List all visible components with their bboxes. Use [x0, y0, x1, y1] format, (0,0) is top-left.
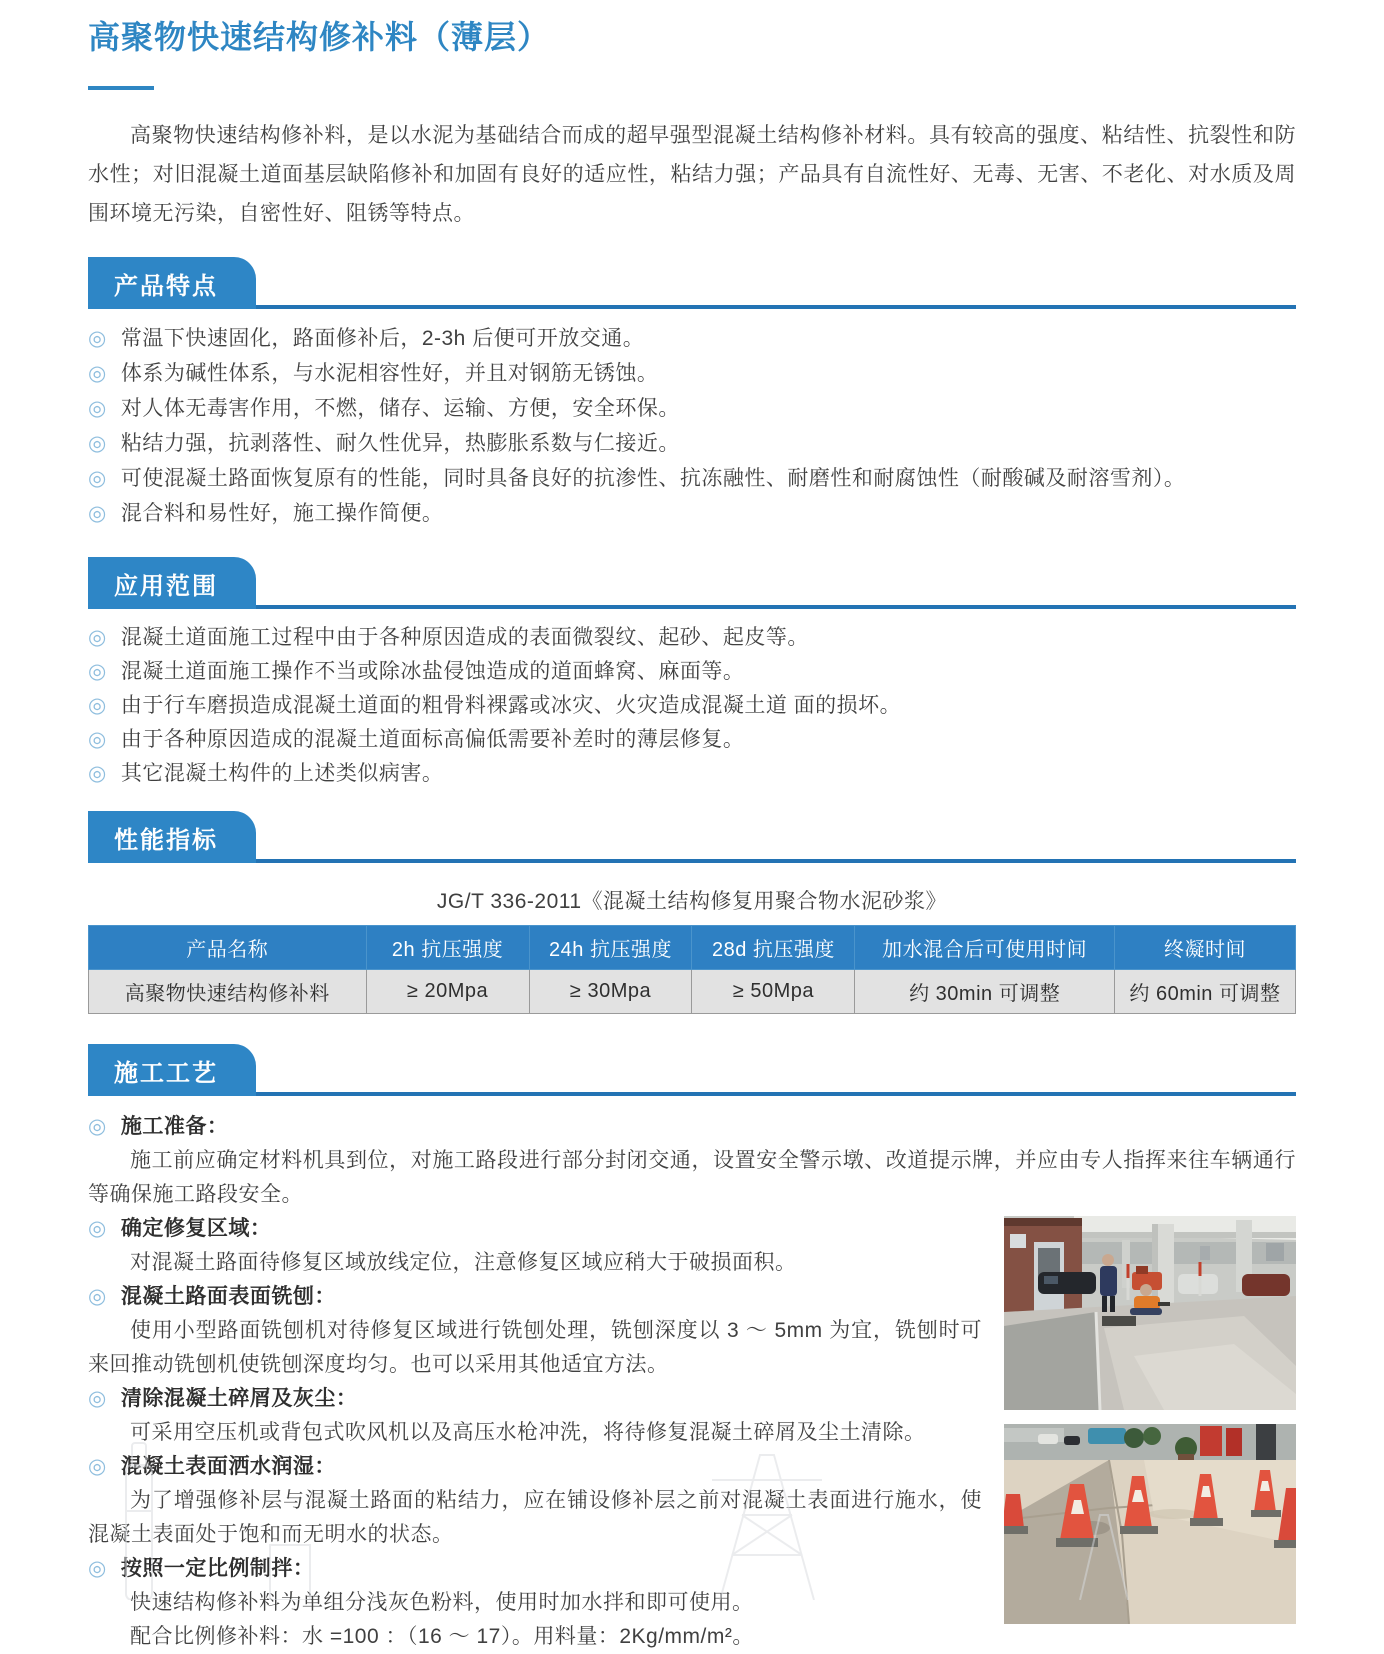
table-cell: 高聚物快速结构修补料 [89, 970, 367, 1014]
double-circle-bullet-icon: ◎ [88, 432, 107, 455]
double-circle-bullet-icon: ◎ [88, 362, 107, 385]
application-text: 混凝土道面施工过程中由于各种原因造成的表面微裂纹、起砂、起皮等。 [120, 626, 809, 649]
step-paragraph: 对混凝土路面待修复区域放线定位，注意修复区域应稍大于破损面积。 [130, 1251, 797, 1274]
feature-item [88, 321, 1296, 356]
application-text: 其它混凝土构件的上述类似病害。 [120, 762, 444, 785]
table-header-cell: 终凝时间 [1114, 926, 1295, 970]
section-tab-performance: 性能指标 [88, 811, 256, 863]
step-label-text: 确定修复区域： [120, 1217, 272, 1240]
feature-text: 对人体无毒害作用，不燃，储存、运输、方便，安全环保。 [120, 397, 680, 420]
double-circle-bullet-icon: ◎ [88, 467, 107, 490]
table-header-row [89, 926, 1296, 970]
features-list [88, 321, 1296, 531]
feature-item [88, 461, 1296, 496]
step-paragraph: 施工前应确定材料机具到位，对施工路段进行部分封闭交通，设置安全警示墩、改道提示牌，并应由专人指挥来往车辆通行等确保施工路段安全。 [88, 1149, 1296, 1206]
feature-text: 可使混凝土路面恢复原有的性能，同时具备良好的抗渗性、抗冻融性、耐磨性和耐腐蚀性（耐酸碱及耐溶雪剂）。 [120, 467, 1186, 490]
feature-text: 混合料和易性好，施工操作简便。 [120, 502, 444, 525]
feature-text: 体系为碱性体系，与水泥相容性好，并且对钢筋无锈蚀。 [120, 362, 659, 385]
step-paragraph: 为了增强修补层与混凝土路面的粘结力，应在铺设修补层之前对混凝土表面进行施水，使混凝土表面处于饱和而无明水的状态。 [88, 1489, 982, 1546]
step-label-text: 清除混凝土碎屑及灰尘： [120, 1387, 358, 1410]
table-row [89, 970, 1296, 1014]
step-label-text: 按照一定比例制拌： [120, 1557, 315, 1580]
double-circle-bullet-icon: ◎ [88, 626, 107, 649]
title-underline [88, 86, 154, 90]
performance-table [88, 925, 1296, 1014]
intro-paragraph: 高聚物快速结构修补料，是以水泥为基础结合而成的超早强型混凝土结构修补材料。具有较高的强度、粘结性、抗裂性和防水性；对旧混凝土道面基层缺陷修补和加固有良好的适应性，粘结力强；产品具有自流性好、无毒、无害、不老化、对水质及周围环境无污染，自密性好、阻锈等特点。 [88, 124, 1296, 225]
table-header-cell: 24h 抗压强度 [529, 926, 692, 970]
step-label-text: 施工准备： [120, 1115, 229, 1138]
step-label-text: 混凝土路面表面铣刨： [120, 1285, 336, 1308]
feature-item [88, 426, 1296, 461]
feature-item [88, 356, 1296, 391]
section-tab-features: 产品特点 [88, 257, 256, 309]
double-circle-bullet-icon: ◎ [88, 728, 107, 751]
step-paragraph: 配合比例修补料：水 =100 ：（16 ～ 17）。用料量：2Kg/mm/m²。 [130, 1625, 754, 1648]
application-item [88, 723, 1296, 757]
section-head-features [88, 257, 1296, 309]
application-item [88, 655, 1296, 689]
section-tab-process: 施工工艺 [88, 1044, 256, 1096]
section-head-applications [88, 557, 1296, 609]
application-text: 由于各种原因造成的混凝土道面标高偏低需要补差时的薄层修复。 [120, 728, 745, 751]
process-content [88, 1110, 1296, 1654]
section-head-performance [88, 811, 1296, 863]
application-item [88, 621, 1296, 655]
document-page [88, 18, 1296, 1654]
table-cell: ≥ 50Mpa [692, 970, 855, 1014]
process-step [88, 1110, 1296, 1212]
section-head-process [88, 1044, 1296, 1096]
table-header-cell: 产品名称 [89, 926, 367, 970]
double-circle-bullet-icon: ◎ [88, 762, 107, 785]
page-title: 高聚物快速结构修补料（薄层） [88, 19, 551, 55]
double-circle-bullet-icon: ◎ [88, 397, 107, 420]
table-cell: 约 30min 可调整 [855, 970, 1115, 1014]
double-circle-bullet-icon: ◎ [88, 327, 107, 350]
applications-list [88, 621, 1296, 791]
step-paragraph: 使用小型路面铣刨机对待修复区域进行铣刨处理，铣刨深度以 3 ～ 5mm 为宜，铣刨时可来回推动铣刨机使铣刨深度均匀。也可以采用其他适宜方法。 [88, 1319, 982, 1376]
table-cell: ≥ 20Mpa [366, 970, 529, 1014]
performance-table-caption: JG/T 336-2011《混凝土结构修复用聚合物水泥砂浆》 [436, 890, 948, 913]
table-header-cell: 加水混合后可使用时间 [855, 926, 1115, 970]
feature-text: 粘结力强，抗剥落性、耐久性优异，热膨胀系数与仁接近。 [120, 432, 680, 455]
feature-text: 常温下快速固化，路面修补后，2-3h 后便可开放交通。 [120, 327, 645, 350]
feature-item [88, 496, 1296, 531]
double-circle-bullet-icon: ◎ [88, 1285, 107, 1308]
double-circle-bullet-icon: ◎ [88, 660, 107, 683]
double-circle-bullet-icon: ◎ [88, 1387, 107, 1410]
step-label-text: 混凝土表面洒水润湿： [120, 1455, 336, 1478]
table-header-cell: 28d 抗压强度 [692, 926, 855, 970]
double-circle-bullet-icon: ◎ [88, 1557, 107, 1580]
application-text: 由于行车磨损造成混凝土道面的粗骨料裸露或冰灾、火灾造成混凝土道 面的损坏。 [120, 694, 902, 717]
table-cell: ≥ 30Mpa [529, 970, 692, 1014]
application-item [88, 689, 1296, 723]
process-photos [1004, 1216, 1296, 1638]
step-paragraph: 快速结构修补料为单组分浅灰色粉料，使用时加水拌和即可使用。 [130, 1591, 754, 1614]
double-circle-bullet-icon: ◎ [88, 1217, 107, 1240]
traffic-cones-repaired-pavement-photo [1004, 1424, 1296, 1624]
double-circle-bullet-icon: ◎ [88, 694, 107, 717]
feature-item [88, 391, 1296, 426]
step-paragraph: 可采用空压机或背包式吹风机以及高压水枪冲洗，将待修复混凝土碎屑及尘土清除。 [130, 1421, 926, 1444]
table-header-cell: 2h 抗压强度 [366, 926, 529, 970]
table-cell: 约 60min 可调整 [1114, 970, 1295, 1014]
double-circle-bullet-icon: ◎ [88, 1115, 107, 1138]
application-text: 混凝土道面施工操作不当或除冰盐侵蚀造成的道面蜂窝、麻面等。 [120, 660, 745, 683]
construction-repair-scene-photo [1004, 1216, 1296, 1410]
application-item [88, 757, 1296, 791]
double-circle-bullet-icon: ◎ [88, 1455, 107, 1478]
double-circle-bullet-icon: ◎ [88, 502, 107, 525]
section-tab-applications: 应用范围 [88, 557, 256, 609]
